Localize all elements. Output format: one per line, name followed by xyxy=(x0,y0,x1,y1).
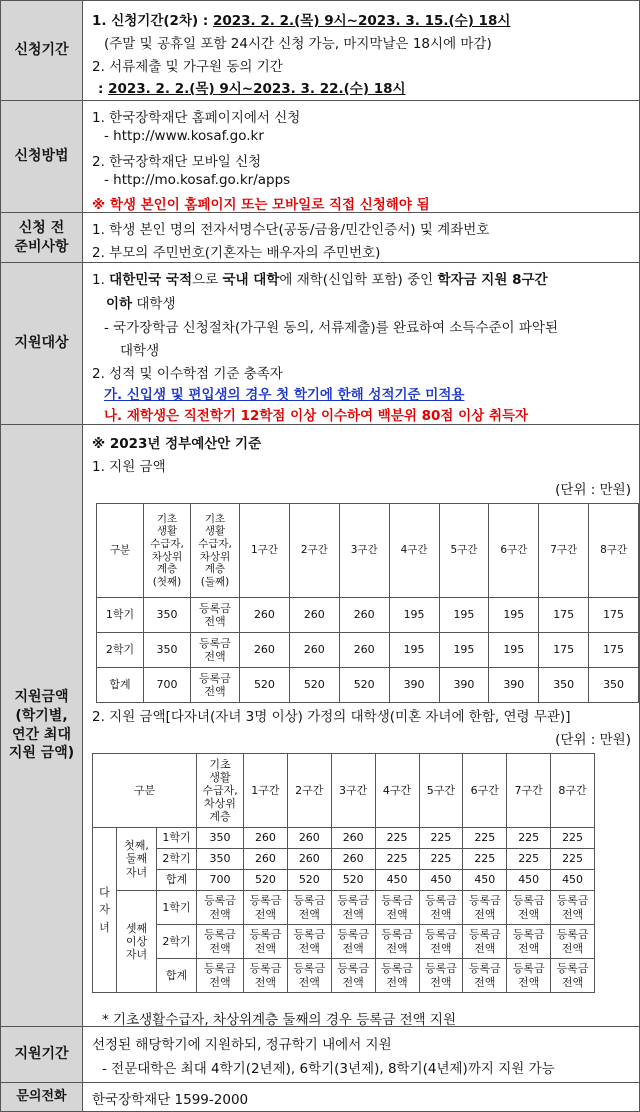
table2-cell: 등록금 전액 xyxy=(331,959,375,993)
table2-unit: (단위 : 만원) xyxy=(555,732,631,748)
table2-cell: 260 xyxy=(287,849,331,870)
contact-phone: 한국장학재단 1599-2000 xyxy=(92,1092,249,1108)
table1-row xyxy=(97,633,639,668)
table1-cell: 195 xyxy=(439,598,489,633)
table1-cell: 520 xyxy=(289,668,339,703)
table2-cell: 350 xyxy=(197,828,244,849)
target-student: 대학생 xyxy=(132,296,176,312)
method-line3: 2. 한국장학재단 모바일 신청 xyxy=(92,154,262,170)
table1-cell: 합계 xyxy=(97,668,144,703)
support-table-1 xyxy=(96,503,639,703)
table2-subgroup-cell: 셋째 이상 자녀 xyxy=(117,891,157,993)
table1-header-cell: 1구간 xyxy=(240,504,290,598)
section-duration xyxy=(1,1027,639,1083)
amount-basis: ※ 2023년 정부예산안 기준 xyxy=(92,436,262,452)
table1-cell: 등록금 전액 xyxy=(191,598,240,633)
prep-line1: 1. 학생 본인 명의 전자서명수단(공동/금융/민간인증서) 및 계좌번호 xyxy=(92,222,490,238)
duration-line2: - 전문대학은 최대 4학기(2년제), 6학기(3년제), 8학기(4년제)까지 지원 가능 xyxy=(102,1061,555,1077)
table1-row xyxy=(97,668,639,703)
label-prep xyxy=(1,213,83,262)
table2-cell: 2학기 xyxy=(157,925,197,959)
table2-row xyxy=(93,870,639,891)
table1-header-cell: 7구간 xyxy=(539,504,589,598)
label-contact: 문의전화 xyxy=(1,1083,83,1111)
table2-group-cell: 다 자 녀 xyxy=(93,828,117,993)
target-domestic: 국내 대학 xyxy=(222,272,280,288)
table2-cell: 450 xyxy=(375,870,419,891)
table1-cell: 520 xyxy=(339,668,389,703)
target-line4: 대학생 xyxy=(120,343,160,359)
table2-cell: 등록금 전액 xyxy=(463,925,507,959)
table2-cell: 합계 xyxy=(157,870,197,891)
table2-header-cell: 2구간 xyxy=(287,754,331,828)
table2-cell: 등록금 전액 xyxy=(375,959,419,993)
label-prep-2: 준비사항 xyxy=(14,238,69,255)
table2-cell: 700 xyxy=(197,870,244,891)
table2-cell: 등록금 전액 xyxy=(331,925,375,959)
target-line7: 나. 재학생은 직전학기 12학점 이상 이수하여 백분위 80점 이상 취득자 xyxy=(104,408,529,424)
table1-header-cell: 3구간 xyxy=(339,504,389,598)
table2-subgroup-cell: 첫째, 둘째 자녀 xyxy=(117,828,157,891)
table2-cell: 225 xyxy=(463,828,507,849)
table1-header-cell: 5구간 xyxy=(439,504,489,598)
table2-cell: 1학기 xyxy=(157,891,197,925)
table2-cell: 1학기 xyxy=(157,828,197,849)
support-table-2 xyxy=(92,753,639,993)
method-line1: 1. 한국장학재단 홈페이지에서 신청 xyxy=(92,110,301,126)
label-amount-2: (학기별, xyxy=(15,707,68,724)
homepage-link[interactable]: http://www.kosaf.go.kr xyxy=(113,128,264,144)
table1-unit: (단위 : 만원) xyxy=(555,482,631,498)
table1-cell: 260 xyxy=(240,598,290,633)
section-period xyxy=(1,1,639,101)
table2-cell: 450 xyxy=(419,870,463,891)
table2-cell: 등록금 전액 xyxy=(197,925,244,959)
table2-cell: 등록금 전액 xyxy=(244,891,288,925)
table1-cell: 350 xyxy=(144,633,191,668)
table2-cell: 등록금 전액 xyxy=(463,959,507,993)
table2-cell: 225 xyxy=(507,849,551,870)
table2-cell: 260 xyxy=(244,849,288,870)
table2-row xyxy=(93,828,639,849)
table2-header-cell: 7구간 xyxy=(507,754,551,828)
label-target: 지원대상 xyxy=(1,263,83,424)
table1-header-cell: 기초 생활 수급자, 차상위 계층 (첫째) xyxy=(144,504,191,598)
table1-cell: 350 xyxy=(589,668,639,703)
table2-row xyxy=(93,849,639,870)
table2-cell: 등록금 전액 xyxy=(287,891,331,925)
section-prep xyxy=(1,213,639,263)
table1-cell: 260 xyxy=(289,633,339,668)
section-amount xyxy=(1,425,639,1027)
table2-cell: 등록금 전액 xyxy=(419,959,463,993)
period-docs-prefix: : xyxy=(98,81,109,97)
table2-cell: 260 xyxy=(287,828,331,849)
table1-header-cell: 6구간 xyxy=(489,504,539,598)
table2-cell: 260 xyxy=(331,849,375,870)
target-line5: 2. 성적 및 이수학점 기준 충족자 xyxy=(92,366,283,382)
table2-cell: 225 xyxy=(419,849,463,870)
method-dash1: - xyxy=(104,128,114,144)
period-docs-dates: 2023. 2. 2.(목) 9시~2023. 3. 22.(수) 18시 xyxy=(108,81,406,97)
table2-row xyxy=(93,925,639,959)
table2-cell: 225 xyxy=(375,849,419,870)
target-t1: 으로 xyxy=(192,272,223,288)
table2-cell: 등록금 전액 xyxy=(551,925,595,959)
table2-cell: 520 xyxy=(331,870,375,891)
table1-cell: 260 xyxy=(289,598,339,633)
table2-cell: 등록금 전액 xyxy=(507,891,551,925)
table2-cell: 350 xyxy=(197,849,244,870)
period-line1-prefix: 1. 신청기간(2차) : xyxy=(92,13,213,29)
target-line3: - 국가장학금 신청절차(가구원 동의, 서류제출)를 완료하여 소득수준이 파악된 xyxy=(104,320,559,336)
table1-cell: 350 xyxy=(539,668,589,703)
table2-cell: 225 xyxy=(551,849,595,870)
table2-cell: 등록금 전액 xyxy=(244,925,288,959)
table2-header-cell: 6구간 xyxy=(463,754,507,828)
table1-cell: 390 xyxy=(489,668,539,703)
table2-cell: 450 xyxy=(507,870,551,891)
prep-line2: 2. 부모의 주민번호(기혼자는 배우자의 주민번호) xyxy=(92,245,381,261)
table1-cell: 195 xyxy=(389,633,439,668)
table1-cell: 195 xyxy=(389,598,439,633)
label-method: 신청방법 xyxy=(1,101,83,212)
table1-cell: 1학기 xyxy=(97,598,144,633)
table2-cell: 등록금 전액 xyxy=(197,959,244,993)
table2-cell: 520 xyxy=(244,870,288,891)
table2-cell: 260 xyxy=(331,828,375,849)
table1-cell: 175 xyxy=(589,598,639,633)
section-method xyxy=(1,101,639,213)
table1-cell: 2학기 xyxy=(97,633,144,668)
table1-cell: 390 xyxy=(439,668,489,703)
table1-header-cell: 8구간 xyxy=(589,504,639,598)
table2-header-cell: 3구간 xyxy=(331,754,375,828)
table2-cell: 등록금 전액 xyxy=(507,959,551,993)
label-amount-3: 연간 최대 xyxy=(12,726,71,743)
target-below: 이하 xyxy=(106,296,133,312)
table2-cell: 450 xyxy=(551,870,595,891)
table2-cell: 225 xyxy=(507,828,551,849)
table2-cell: 225 xyxy=(463,849,507,870)
table1-header-cell: 기초 생활 수급자, 차상위 계층 (둘째) xyxy=(191,504,240,598)
section-target xyxy=(1,263,639,425)
duration-line1: 선정된 해당학기에 지원하되, 정규학기 내에서 지원 xyxy=(92,1037,392,1053)
section-contact xyxy=(1,1083,639,1111)
table2-header-cell: 8구간 xyxy=(551,754,595,828)
table1-title: 1. 지원 금액 xyxy=(92,459,166,475)
table2-cell: 등록금 전액 xyxy=(244,959,288,993)
table1-cell: 195 xyxy=(439,633,489,668)
table1-cell: 등록금 전액 xyxy=(191,633,240,668)
table1-header-row xyxy=(97,504,639,598)
mobile-link[interactable]: http://mo.kosaf.go.kr/apps xyxy=(113,172,291,188)
table1-cell: 260 xyxy=(240,633,290,668)
table2-cell: 520 xyxy=(287,870,331,891)
table2-cell: 225 xyxy=(551,828,595,849)
target-num1: 1. xyxy=(92,272,110,288)
table2-cell: 260 xyxy=(244,828,288,849)
label-duration: 지원기간 xyxy=(1,1027,83,1082)
table2-cell: 등록금 전액 xyxy=(287,925,331,959)
table1-cell: 195 xyxy=(489,633,539,668)
table1-cell: 175 xyxy=(589,633,639,668)
table1-cell: 260 xyxy=(339,633,389,668)
table2-cell: 등록금 전액 xyxy=(551,891,595,925)
table2-cell: 등록금 전액 xyxy=(507,925,551,959)
label-amount-4: 지원 금액) xyxy=(8,745,75,762)
table2-cell: 등록금 전액 xyxy=(287,959,331,993)
table2-cell: 합계 xyxy=(157,959,197,993)
label-prep-1: 신청 전 xyxy=(18,219,65,236)
table2-cell: 225 xyxy=(375,828,419,849)
table2-header-cell: 5구간 xyxy=(419,754,463,828)
table1-cell: 350 xyxy=(144,598,191,633)
target-line6: 가. 신입생 및 편입생의 경우 첫 학기에 한해 성적기준 미적용 xyxy=(104,387,465,403)
table2-cell: 등록금 전액 xyxy=(419,891,463,925)
table2-header-cell: 1구간 xyxy=(244,754,288,828)
table2-cell: 등록금 전액 xyxy=(419,925,463,959)
target-t2: 에 재학(신입학 포함) 중인 xyxy=(279,272,438,288)
table1-cell: 520 xyxy=(240,668,290,703)
table1-cell: 195 xyxy=(489,598,539,633)
table1-header-cell: 구분 xyxy=(97,504,144,598)
table2-header-cell: 4구간 xyxy=(375,754,419,828)
table2-cell: 등록금 전액 xyxy=(375,891,419,925)
target-tier: 학자금 지원 8구간 xyxy=(437,272,548,288)
table1-header-cell: 2구간 xyxy=(289,504,339,598)
label-amount xyxy=(1,425,83,1026)
table2-cell: 등록금 전액 xyxy=(375,925,419,959)
table2-row xyxy=(93,891,639,925)
table1-cell: 700 xyxy=(144,668,191,703)
period-dates: 2023. 2. 2.(목) 9시~2023. 3. 15.(수) 18시 xyxy=(212,13,511,29)
method-dash2: - xyxy=(104,172,114,188)
table2-cell: 등록금 전액 xyxy=(463,891,507,925)
table1-cell: 390 xyxy=(389,668,439,703)
table2-header-cell: 구분 xyxy=(93,754,197,828)
table2-cell: 450 xyxy=(463,870,507,891)
table1-row xyxy=(97,598,639,633)
table2-cell: 등록금 전액 xyxy=(331,891,375,925)
table1-header-cell: 4구간 xyxy=(389,504,439,598)
table2-row xyxy=(93,959,639,993)
method-warning: ※ 학생 본인이 홈페이지 또는 모바일로 직접 신청해야 됨 xyxy=(92,197,430,213)
amount-note: * 기초생활수급자, 차상위계층 둘째의 경우 등록금 전액 지원 xyxy=(102,1012,457,1028)
table1-cell: 등록금 전액 xyxy=(191,668,240,703)
label-amount-1: 지원금액 xyxy=(14,688,69,705)
period-docs-title: 2. 서류제출 및 가구원 동의 기간 xyxy=(92,59,283,75)
table1-cell: 175 xyxy=(539,633,589,668)
table2-header-row xyxy=(93,754,639,828)
period-note: (주말 및 공휴일 포함 24시간 신청 가능, 마지막날은 18시에 마감) xyxy=(104,36,492,52)
table2-header-cell: 기초 생활 수급자, 차상위 계층 xyxy=(197,754,244,828)
table1-cell: 260 xyxy=(339,598,389,633)
table2-title: 2. 지원 금액[다자녀(자녀 3명 이상) 가정의 대학생(미혼 자녀에 한함, 연령 무관)] xyxy=(92,709,571,725)
table1-cell: 175 xyxy=(539,598,589,633)
table2-cell: 등록금 전액 xyxy=(551,959,595,993)
table2-cell: 등록금 전액 xyxy=(197,891,244,925)
target-nationality: 대한민국 국적 xyxy=(109,272,193,288)
label-period: 신청기간 xyxy=(1,1,83,100)
table2-cell: 225 xyxy=(419,828,463,849)
table2-cell: 2학기 xyxy=(157,849,197,870)
